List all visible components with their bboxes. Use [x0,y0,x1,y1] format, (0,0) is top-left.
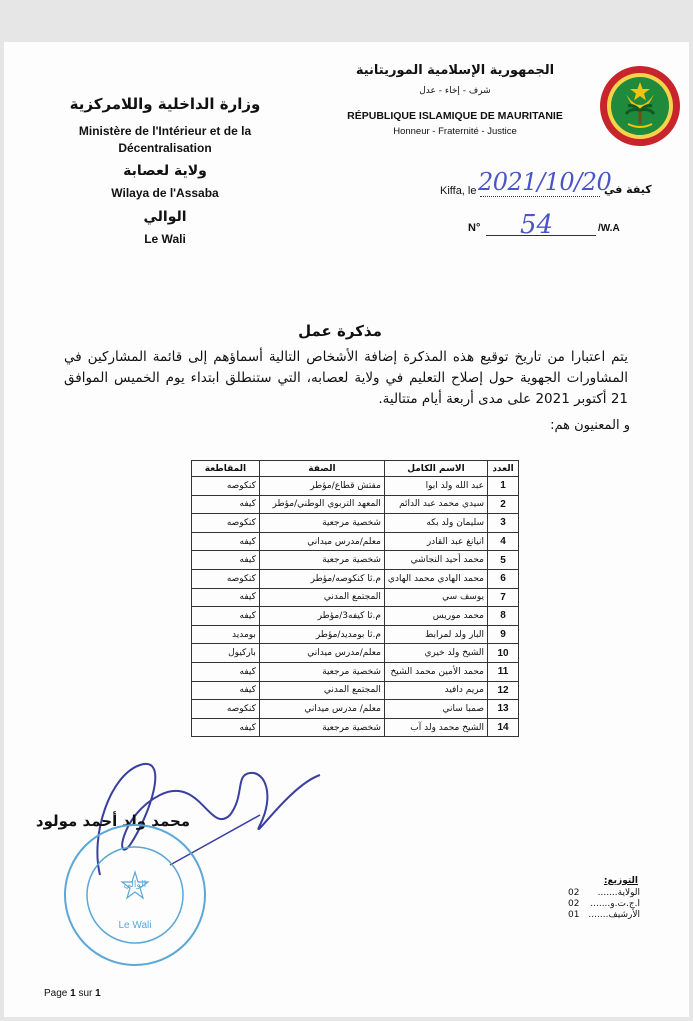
page-label: Page [44,988,68,999]
wilaya-ar: ولاية لعصابة [123,163,207,179]
cell-role: مفتش قطاع/مؤطر [259,477,384,496]
table-row [192,495,519,514]
republic-title-ar: الجمهورية الإسلامية الموريتانية [355,63,555,78]
table-row [192,588,519,607]
memo-title: مذكرة عمل [298,322,382,340]
page-number [44,988,101,999]
cell-role: شخصية مرجعية [259,514,384,533]
official-stamp-icon [60,820,210,970]
column-header-name: الاسم الكامل [384,461,487,477]
ministry-fr-line2: Décentralisation [118,141,212,155]
cell-name: محمد أحيد النجاشي [384,551,487,570]
distribution-list [568,888,640,921]
cell-role: شخصية مرجعية [259,718,384,737]
page-total: 1 [95,988,101,999]
cell-area: كيفه [192,588,260,607]
cell-area: كنكوصه [192,514,260,533]
wali-fr: Le Wali [144,232,186,246]
cell-num: 2 [488,495,519,514]
cell-name: البار ولد لمرابط [384,625,487,644]
column-header-role: الصفة [259,461,384,477]
stamp-center-text: Le Wali [118,920,152,931]
distribution-count: 02 [568,888,580,898]
table-body [192,477,519,737]
cell-role: المعهد التربوي الوطني/مؤطر [259,495,384,514]
cell-role: المجتمع المدني [259,681,384,700]
reference-number: 54 [520,210,554,240]
cell-num: 3 [488,514,519,533]
cell-name: الشيخ محمد ولد آب [384,718,487,737]
stamp-top-text: الوالي [123,880,147,890]
cell-role: شخصية مرجعية [259,662,384,681]
cell-area: باركيول [192,644,260,663]
cell-name: صمبا ساني [384,700,487,719]
reference-label: N° [468,222,481,234]
cell-area: كنكوصه [192,477,260,496]
memo-paragraph: يتم اعتبارا من تاريخ توقيع هذه المذكرة إضافة الأشخاص التالية أسماؤهم إلى قائمة المشاركين في المشاورات الجهوية حول إصلاح التعليم في ولاية لعصابه، التي ستنطلق ابتداء يوم الخميس الموافق 21 أكتوبر 2021 على مدى أربعة أيام متتالية. [64,349,628,407]
republic-title-fr: RÉPUBLIQUE ISLAMIQUE DE MAURITANIE [347,110,563,122]
cell-role: شخصية مرجعية [259,551,384,570]
cell-num: 11 [488,662,519,681]
distribution-item [568,910,640,921]
cell-name: محمد الهادي محمد الهادي [384,569,487,588]
ministry-fr-line1: Ministère de l'Intérieur et de la [78,124,252,138]
cell-area: كيفه [192,607,260,626]
distribution-item [568,899,640,910]
cell-name: مريم دافيد [384,681,487,700]
cell-num: 10 [488,644,519,663]
dateline-place-ar: كيفة في [604,183,652,196]
cell-name: عبد الله ولد ابوا [384,477,487,496]
table-row [192,625,519,644]
cell-num: 14 [488,718,519,737]
table-row [192,569,519,588]
wali-ar: الوالي [143,209,187,225]
table-row [192,681,519,700]
dateline-date: 2021/10/20 [478,168,612,196]
cell-area: كيفه [192,718,260,737]
cell-name: انيانغ عبد القادر [384,532,487,551]
distribution-title: التوزيع: [603,876,638,886]
cell-name: محمد موريس [384,607,487,626]
cell-role: معلم/مدرس ميداني [259,532,384,551]
distribution-item [568,888,640,899]
table-row [192,514,519,533]
memo-intro: و المعنيون هم: [550,418,630,433]
cell-name: محمد الأمين محمد الشيخ [384,662,487,681]
cell-num: 9 [488,625,519,644]
cell-role: معلم/مدرس ميداني [259,644,384,663]
column-header-area: المقاطعة [192,461,260,477]
cell-role: المجتمع المدني [259,588,384,607]
dateline-place-fr: Kiffa, le [440,185,477,197]
mauritania-emblem-icon [598,64,682,148]
motto-ar: شرف - إخاء - عدل [419,86,491,96]
distribution-label: الأرشيف....... [588,910,640,920]
cell-name: سليمان ولد بكه [384,514,487,533]
cell-num: 6 [488,569,519,588]
cell-num: 1 [488,477,519,496]
cell-area: كيفه [192,495,260,514]
cell-name: الشيخ ولد خيري [384,644,487,663]
cell-role: معلم/ مدرس ميداني [259,700,384,719]
motto-fr: Honneur - Fraternité - Justice [393,126,517,137]
cell-name: سيدي محمد عبد الدائم [384,495,487,514]
table-row [192,662,519,681]
table-row [192,532,519,551]
column-header-num: العدد [488,461,519,477]
distribution-count: 01 [568,910,580,920]
table-row [192,607,519,626]
page-of: sur [78,988,93,999]
distribution-label: ا.ج.ت.و....... [590,899,640,909]
wilaya-fr: Wilaya de l'Assaba [111,186,219,200]
cell-num: 5 [488,551,519,570]
cell-num: 8 [488,607,519,626]
distribution-label: الولاية....... [597,888,640,898]
cell-area: كنكوصه [192,569,260,588]
table-row [192,700,519,719]
table-row [192,718,519,737]
dateline-rule [480,196,600,197]
table-row [192,644,519,663]
cell-role: م.ثا كنكوصه/مؤطر [259,569,384,588]
table-row [192,551,519,570]
cell-area: كنكوصه [192,700,260,719]
distribution-count: 02 [568,899,580,909]
reference-suffix: /W.A [598,223,620,234]
cell-area: كيفه [192,532,260,551]
cell-area: كيفه [192,662,260,681]
ministry-ar: وزارة الداخلية واللامركزية [69,95,261,113]
cell-name: يوسف سي [384,588,487,607]
cell-num: 4 [488,532,519,551]
cell-num: 13 [488,700,519,719]
table-row [192,477,519,496]
signatory-name: محمد ولد أحمد مولود [35,812,191,830]
participants-table [191,460,519,737]
cell-num: 7 [488,588,519,607]
cell-role: م.ثا كيفه3/مؤطر [259,607,384,626]
table-header-row [192,461,519,477]
cell-area: بومديد [192,625,260,644]
cell-role: م.ثا بومديد/مؤطر [259,625,384,644]
cell-num: 12 [488,681,519,700]
cell-area: كيفه [192,681,260,700]
page-current: 1 [70,988,76,999]
cell-area: كيفه [192,551,260,570]
